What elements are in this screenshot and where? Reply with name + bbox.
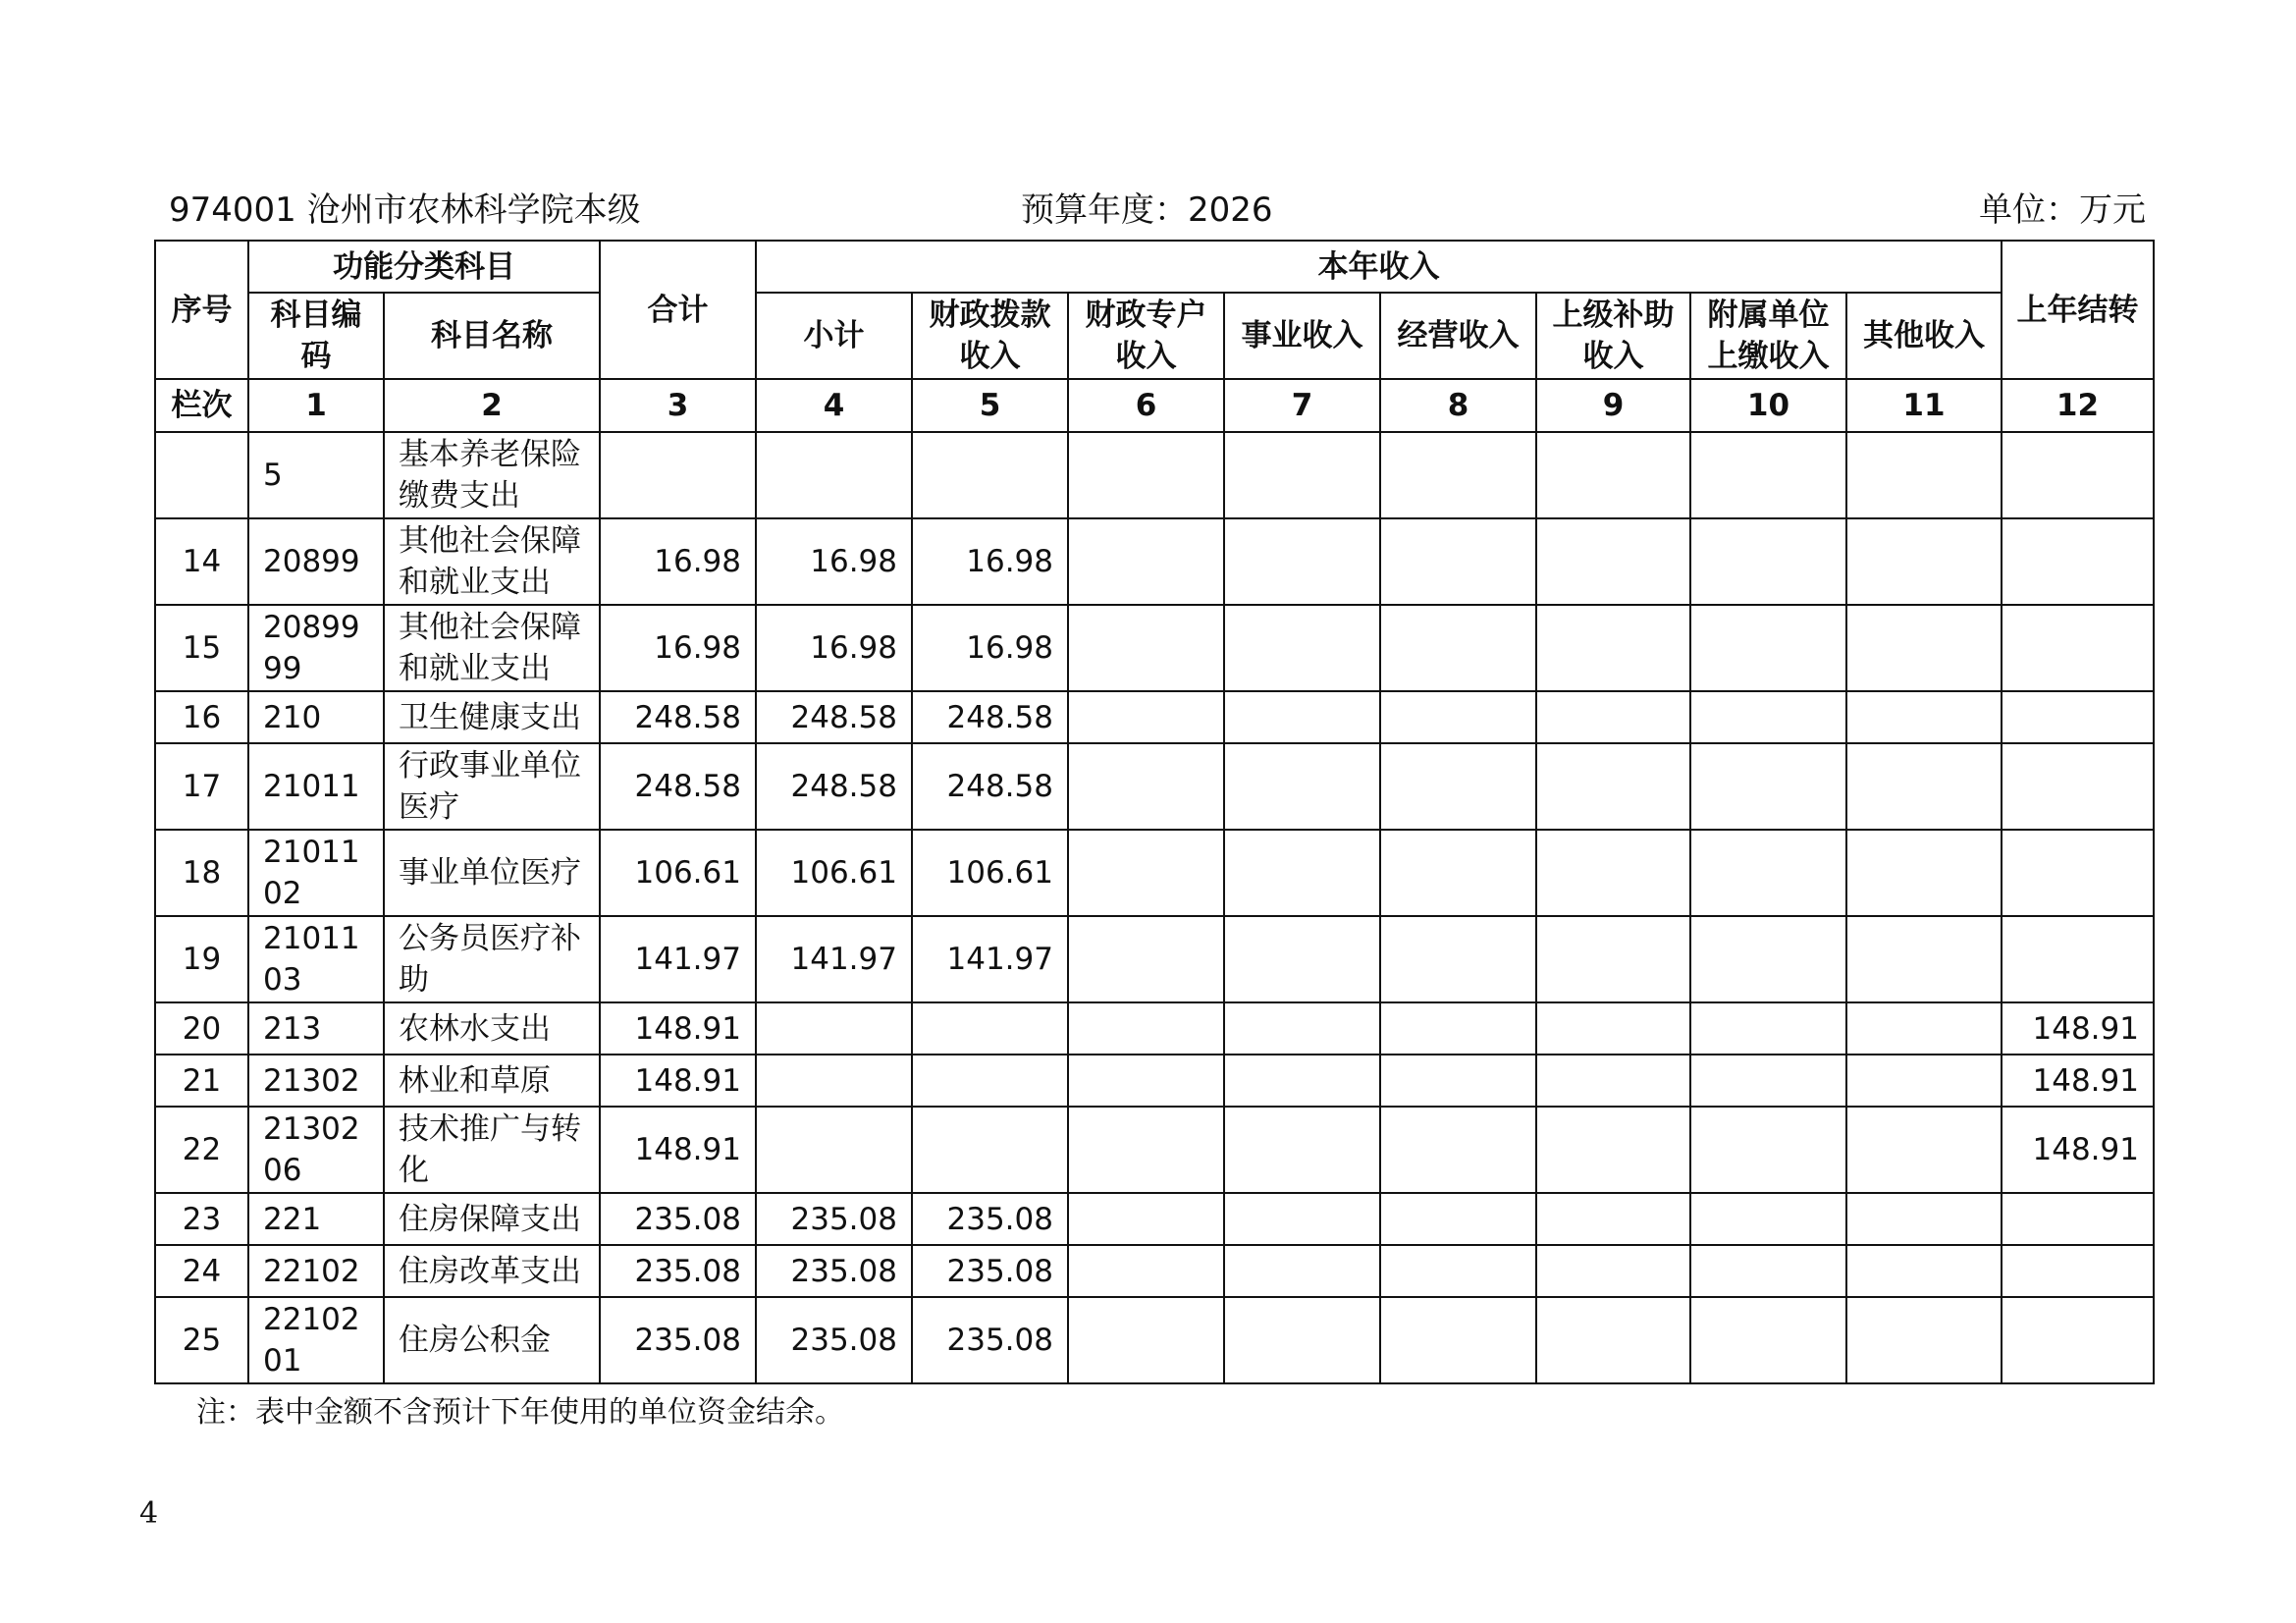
cell-fiscal-allocation (912, 1055, 1068, 1107)
cell-seq: 19 (155, 916, 248, 1002)
cell-total: 235.08 (600, 1297, 756, 1383)
cell-superior-subsidy (1536, 830, 1690, 916)
cell-business-income (1224, 1055, 1380, 1107)
cell-fiscal-special (1068, 605, 1224, 691)
cell-total: 235.08 (600, 1193, 756, 1245)
cell-superior-subsidy (1536, 1002, 1690, 1055)
cell-subject-code: 2210201 (248, 1297, 384, 1383)
header-seq: 序号 (155, 241, 248, 379)
unit-label: 974001 沧州市农林科学院本级 (169, 190, 641, 230)
cell-affiliate-remittance (1690, 830, 1846, 916)
cell-subtotal: 235.08 (756, 1297, 912, 1383)
cell-fiscal-allocation: 106.61 (912, 830, 1068, 916)
cell-subject-code: 213 (248, 1002, 384, 1055)
header-operating-income: 经营收入 (1380, 293, 1536, 379)
cell-operating-income (1380, 1193, 1536, 1245)
cell-fiscal-allocation: 141.97 (912, 916, 1068, 1002)
table-row (155, 1193, 2154, 1245)
budget-income-table (154, 240, 2155, 1384)
column-index: 11 (1846, 379, 2002, 432)
cell-total: 148.91 (600, 1002, 756, 1055)
cell-subject-name: 事业单位医疗 (384, 830, 600, 916)
cell-other-income (1846, 518, 2002, 605)
cell-business-income (1224, 830, 1380, 916)
cell-business-income (1224, 916, 1380, 1002)
cell-operating-income (1380, 691, 1536, 743)
cell-affiliate-remittance (1690, 1002, 1846, 1055)
cell-seq: 24 (155, 1245, 248, 1297)
cell-fiscal-special (1068, 743, 1224, 830)
cell-carryover: 148.91 (2002, 1055, 2154, 1107)
cell-seq: 22 (155, 1107, 248, 1193)
cell-superior-subsidy (1536, 1193, 1690, 1245)
cell-affiliate-remittance (1690, 1193, 1846, 1245)
cell-subtotal: 235.08 (756, 1193, 912, 1245)
cell-affiliate-remittance (1690, 1245, 1846, 1297)
header-current-income: 本年收入 (756, 241, 2002, 293)
cell-business-income (1224, 432, 1380, 518)
cell-operating-income (1380, 916, 1536, 1002)
cell-fiscal-special (1068, 1193, 1224, 1245)
cell-subject-code: 2101103 (248, 916, 384, 1002)
cell-affiliate-remittance (1690, 916, 1846, 1002)
cell-operating-income (1380, 432, 1536, 518)
cell-seq: 21 (155, 1055, 248, 1107)
header-business-income: 事业收入 (1224, 293, 1380, 379)
cell-business-income (1224, 1193, 1380, 1245)
cell-subject-code: 20899 (248, 518, 384, 605)
column-index: 2 (384, 379, 600, 432)
cell-superior-subsidy (1536, 1297, 1690, 1383)
cell-fiscal-allocation: 16.98 (912, 518, 1068, 605)
cell-other-income (1846, 691, 2002, 743)
cell-subject-name: 卫生健康支出 (384, 691, 600, 743)
column-index: 7 (1224, 379, 1380, 432)
table-footnote: 注：表中金额不含预计下年使用的单位资金结余。 (196, 1395, 844, 1430)
cell-subject-name: 住房改革支出 (384, 1245, 600, 1297)
cell-subject-name: 其他社会保障和就业支出 (384, 518, 600, 605)
cell-operating-income (1380, 1002, 1536, 1055)
cell-total: 248.58 (600, 691, 756, 743)
cell-subject-name: 公务员医疗补助 (384, 916, 600, 1002)
cell-operating-income (1380, 830, 1536, 916)
cell-superior-subsidy (1536, 916, 1690, 1002)
header-fiscal-allocation: 财政拨款收入 (912, 293, 1068, 379)
cell-subject-code: 22102 (248, 1245, 384, 1297)
cell-subject-name: 林业和草原 (384, 1055, 600, 1107)
cell-subject-code: 2089999 (248, 605, 384, 691)
cell-total: 141.97 (600, 916, 756, 1002)
cell-carryover (2002, 1193, 2154, 1245)
header-other-income: 其他收入 (1846, 293, 2002, 379)
cell-subtotal: 106.61 (756, 830, 912, 916)
table-row (155, 1245, 2154, 1297)
cell-fiscal-special (1068, 691, 1224, 743)
cell-subject-code: 21302 (248, 1055, 384, 1107)
cell-business-income (1224, 1107, 1380, 1193)
table-body (155, 432, 2154, 1383)
header-affiliate-remittance: 附属单位上缴收入 (1690, 293, 1846, 379)
cell-operating-income (1380, 1245, 1536, 1297)
page-number: 4 (139, 1496, 159, 1531)
cell-superior-subsidy (1536, 1055, 1690, 1107)
cell-subject-name: 其他社会保障和就业支出 (384, 605, 600, 691)
table-row (155, 1002, 2154, 1055)
cell-seq: 15 (155, 605, 248, 691)
cell-total: 16.98 (600, 518, 756, 605)
cell-seq: 23 (155, 1193, 248, 1245)
cell-subtotal: 235.08 (756, 1245, 912, 1297)
cell-other-income (1846, 1193, 2002, 1245)
cell-carryover (2002, 743, 2154, 830)
cell-fiscal-allocation: 235.08 (912, 1245, 1068, 1297)
cell-superior-subsidy (1536, 605, 1690, 691)
cell-business-income (1224, 1245, 1380, 1297)
cell-carryover (2002, 691, 2154, 743)
currency-unit-label: 单位：万元 (1979, 190, 2146, 230)
cell-total: 148.91 (600, 1107, 756, 1193)
cell-subject-code: 5 (248, 432, 384, 518)
cell-total: 248.58 (600, 743, 756, 830)
cell-fiscal-special (1068, 1002, 1224, 1055)
column-index: 1 (248, 379, 384, 432)
cell-subtotal: 16.98 (756, 518, 912, 605)
cell-fiscal-special (1068, 830, 1224, 916)
cell-operating-income (1380, 743, 1536, 830)
cell-total: 106.61 (600, 830, 756, 916)
table-row (155, 743, 2154, 830)
column-index: 9 (1536, 379, 1690, 432)
cell-carryover (2002, 830, 2154, 916)
cell-subtotal (756, 432, 912, 518)
cell-subject-name: 技术推广与转化 (384, 1107, 600, 1193)
table-row (155, 691, 2154, 743)
column-index: 8 (1380, 379, 1536, 432)
cell-subject-code: 2101102 (248, 830, 384, 916)
cell-fiscal-special (1068, 518, 1224, 605)
cell-carryover (2002, 518, 2154, 605)
cell-fiscal-allocation: 235.08 (912, 1193, 1068, 1245)
cell-subject-code: 210 (248, 691, 384, 743)
cell-other-income (1846, 1002, 2002, 1055)
cell-seq: 18 (155, 830, 248, 916)
cell-fiscal-special (1068, 1245, 1224, 1297)
cell-carryover: 148.91 (2002, 1002, 2154, 1055)
cell-fiscal-allocation: 248.58 (912, 691, 1068, 743)
cell-other-income (1846, 1297, 2002, 1383)
cell-superior-subsidy (1536, 1245, 1690, 1297)
header-subject-name: 科目名称 (384, 293, 600, 379)
cell-affiliate-remittance (1690, 432, 1846, 518)
cell-seq: 20 (155, 1002, 248, 1055)
cell-other-income (1846, 432, 2002, 518)
cell-business-income (1224, 691, 1380, 743)
cell-business-income (1224, 1297, 1380, 1383)
cell-seq: 25 (155, 1297, 248, 1383)
cell-other-income (1846, 743, 2002, 830)
cell-operating-income (1380, 1055, 1536, 1107)
cell-superior-subsidy (1536, 1107, 1690, 1193)
cell-superior-subsidy (1536, 743, 1690, 830)
column-index: 4 (756, 379, 912, 432)
cell-fiscal-allocation: 235.08 (912, 1297, 1068, 1383)
table-row (155, 518, 2154, 605)
cell-operating-income (1380, 605, 1536, 691)
header-carryover: 上年结转 (2002, 241, 2154, 379)
table-row (155, 432, 2154, 518)
header-superior-subsidy: 上级补助收入 (1536, 293, 1690, 379)
cell-affiliate-remittance (1690, 1055, 1846, 1107)
cell-fiscal-allocation: 248.58 (912, 743, 1068, 830)
cell-seq: 16 (155, 691, 248, 743)
cell-other-income (1846, 1055, 2002, 1107)
column-index: 3 (600, 379, 756, 432)
cell-fiscal-special (1068, 432, 1224, 518)
column-index-label: 栏次 (155, 379, 248, 432)
cell-subtotal (756, 1055, 912, 1107)
header-fiscal-special: 财政专户收入 (1068, 293, 1224, 379)
table-row (155, 916, 2154, 1002)
cell-subtotal (756, 1107, 912, 1193)
cell-subject-code: 2130206 (248, 1107, 384, 1193)
cell-carryover (2002, 1245, 2154, 1297)
header-subject-code: 科目编码 (248, 293, 384, 379)
cell-business-income (1224, 605, 1380, 691)
column-index: 6 (1068, 379, 1224, 432)
column-index: 12 (2002, 379, 2154, 432)
cell-subject-name: 住房公积金 (384, 1297, 600, 1383)
column-index: 10 (1690, 379, 1846, 432)
cell-operating-income (1380, 518, 1536, 605)
cell-business-income (1224, 743, 1380, 830)
cell-other-income (1846, 830, 2002, 916)
cell-carryover (2002, 1297, 2154, 1383)
cell-subtotal: 248.58 (756, 691, 912, 743)
column-index-row (155, 379, 2154, 432)
table-row (155, 1055, 2154, 1107)
header-function-class: 功能分类科目 (248, 241, 600, 293)
cell-operating-income (1380, 1107, 1536, 1193)
cell-superior-subsidy (1536, 432, 1690, 518)
cell-subject-name: 行政事业单位医疗 (384, 743, 600, 830)
cell-total (600, 432, 756, 518)
cell-total: 235.08 (600, 1245, 756, 1297)
cell-subtotal: 16.98 (756, 605, 912, 691)
cell-total: 16.98 (600, 605, 756, 691)
cell-subject-name: 住房保障支出 (384, 1193, 600, 1245)
cell-other-income (1846, 605, 2002, 691)
cell-subject-name: 农林水支出 (384, 1002, 600, 1055)
cell-other-income (1846, 916, 2002, 1002)
cell-affiliate-remittance (1690, 518, 1846, 605)
cell-total: 148.91 (600, 1055, 756, 1107)
budget-year-label: 预算年度：2026 (1021, 190, 1273, 230)
table-row (155, 1107, 2154, 1193)
cell-subtotal: 141.97 (756, 916, 912, 1002)
cell-fiscal-special (1068, 1107, 1224, 1193)
cell-carryover (2002, 916, 2154, 1002)
cell-carryover (2002, 605, 2154, 691)
table-row (155, 605, 2154, 691)
cell-carryover (2002, 432, 2154, 518)
cell-subject-code: 221 (248, 1193, 384, 1245)
cell-business-income (1224, 518, 1380, 605)
cell-affiliate-remittance (1690, 1297, 1846, 1383)
cell-seq: 14 (155, 518, 248, 605)
cell-seq (155, 432, 248, 518)
cell-operating-income (1380, 1297, 1536, 1383)
cell-subtotal (756, 1002, 912, 1055)
column-index: 5 (912, 379, 1068, 432)
table-row (155, 830, 2154, 916)
table-row (155, 1297, 2154, 1383)
cell-fiscal-allocation (912, 432, 1068, 518)
cell-affiliate-remittance (1690, 691, 1846, 743)
table-header (155, 241, 2154, 432)
cell-affiliate-remittance (1690, 1107, 1846, 1193)
cell-fiscal-allocation (912, 1107, 1068, 1193)
cell-other-income (1846, 1245, 2002, 1297)
cell-affiliate-remittance (1690, 605, 1846, 691)
cell-subtotal: 248.58 (756, 743, 912, 830)
cell-fiscal-allocation: 16.98 (912, 605, 1068, 691)
header-total: 合计 (600, 241, 756, 379)
cell-subject-name: 基本养老保险缴费支出 (384, 432, 600, 518)
cell-other-income (1846, 1107, 2002, 1193)
header-subtotal: 小计 (756, 293, 912, 379)
cell-affiliate-remittance (1690, 743, 1846, 830)
cell-subject-code: 21011 (248, 743, 384, 830)
cell-fiscal-special (1068, 1055, 1224, 1107)
cell-seq: 17 (155, 743, 248, 830)
cell-carryover: 148.91 (2002, 1107, 2154, 1193)
cell-fiscal-special (1068, 1297, 1224, 1383)
cell-fiscal-special (1068, 916, 1224, 1002)
cell-superior-subsidy (1536, 691, 1690, 743)
cell-superior-subsidy (1536, 518, 1690, 605)
cell-business-income (1224, 1002, 1380, 1055)
cell-fiscal-allocation (912, 1002, 1068, 1055)
